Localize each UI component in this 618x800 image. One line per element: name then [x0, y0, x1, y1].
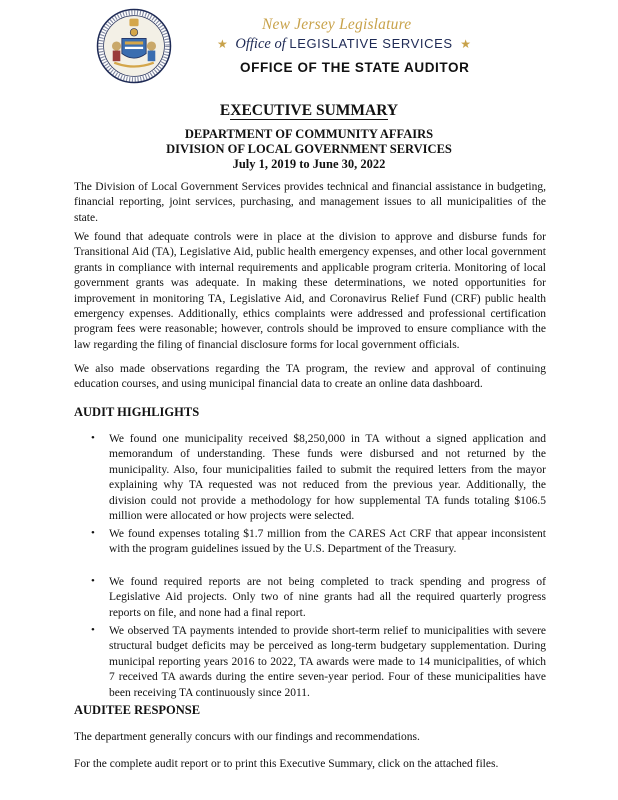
division-name: DIVISION OF LOCAL GOVERNMENT SERVICES — [166, 142, 452, 156]
highlight-text: We found required reports are not being completed to track spending and progress of Legislative Aid projects. Only two of nine grants had all the required quarterly progress reports on file, and none had a final report. — [109, 576, 546, 619]
office-of-text: Office of — [235, 36, 286, 52]
state-seal-icon — [96, 8, 172, 84]
office-name — [213, 36, 475, 53]
legislature-name: New Jersey Legislature — [262, 16, 412, 33]
findings-paragraph: We found that adequate controls were in place at the division to approve and disburse funds for Transitional Aid (TA), Legislative Aid, public health emergency expenses, and other local government grants in compliance with internal requirements and applicable program criteria. Monitoring of local government grants was adequate. In making these determinations, we noted opportunities for improvement in monitoring TA, Legislative Aid, and Coronavirus Relief Fund (CRF) public health emergency expenses. Additionally, ethics complaints were addressed and professional certification program fees were reasonable; however, controls should be improved to ensure compliance with the law regarding the filing of financial disclosure forms for local government officials. — [74, 231, 546, 351]
bullet-icon: • — [91, 575, 95, 587]
bullet-icon: • — [91, 527, 95, 539]
bullet-icon: • — [91, 624, 95, 636]
state-auditor-office: OFFICE OF THE STATE AUDITOR — [240, 60, 470, 75]
audit-highlights-heading: AUDIT HIGHLIGHTS — [74, 405, 200, 419]
bullet-icon: • — [91, 432, 95, 444]
department-name: DEPARTMENT OF COMMUNITY AFFAIRS — [184, 127, 434, 141]
highlight-text: We found expenses totaling $1.7 million from the CARES Act CRF that appear inconsistent with the program guidelines issued by the U.S. Department of the Treasury. — [109, 528, 546, 556]
audit-period: July 1, 2019 to June 30, 2022 — [232, 157, 386, 171]
page-title: EXECUTIVE SUMMARY — [219, 102, 399, 119]
legislative-services-text: LEGISLATIVE SERVICES — [289, 36, 453, 51]
intro-paragraph: The Division of Local Government Services provides technical and financial assistance in budgeting, financial reporting, joint services, purchasing, and management issues to all municipalities of the state. — [74, 181, 546, 224]
title-underline — [230, 119, 388, 120]
star-icon: ★ — [460, 37, 471, 51]
closing-text: For the complete audit report or to print this Executive Summary, click on the attached files. — [74, 758, 499, 770]
star-icon: ★ — [217, 37, 228, 51]
highlight-text: We observed TA payments intended to provide short-term relief to municipalities with severe structural budget deficits may be perceived as long-term budgetary supplementation. During municipal reporting years 2016 to 2022, TA awards were made to 14 municipalities, of which 7 received TA awards during the entire seven-year period. Four of these municipalities have been receiving TA continuously since 2011. — [109, 625, 546, 699]
highlight-text: We found one municipality received $8,250,000 in TA without a signed application and memorandum of understanding. These funds were disbursed and not returned by the municipality. Also, four municipalities failed to submit the required letters from the mayor explaining why TA requested was not reduced from the previous year. Additionally, the division could not provide a methodology for how supplemental TA funds totaling $106.5 million were allocated or how projects were selected. — [109, 433, 546, 523]
auditee-response-text: The department generally concurs with our findings and recommendations. — [74, 731, 420, 743]
observations-paragraph: We also made observations regarding the TA program, the review and approval of continuing education courses, and using municipal financial data to create an online data dashboard. — [74, 363, 546, 391]
auditee-response-heading: AUDITEE RESPONSE — [74, 703, 201, 717]
